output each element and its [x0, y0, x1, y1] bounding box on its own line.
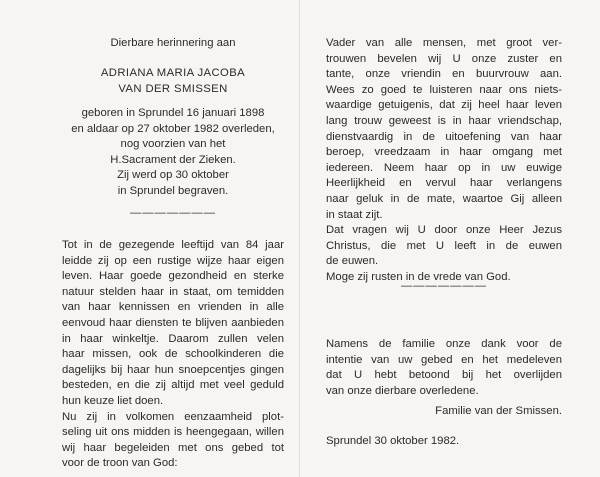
thanks-line: van onze dierbare overledene. — [326, 384, 479, 397]
prayer-line: iedereen. Neem haar op in uw euwige — [326, 161, 562, 174]
prayer-line: dienstvaardig in de uitoefening van haar — [326, 130, 562, 143]
tribute-line: besteden, en die zij altijd met veel geduld — [62, 379, 284, 392]
bio-line: en aldaar op 27 oktober 1982 overleden, — [71, 122, 275, 135]
prayer-line: Dat vragen wij U door onze Heer Jezus — [326, 224, 562, 237]
family-signature: Familie van der Smissen. — [435, 405, 562, 417]
tribute-text — [62, 238, 284, 472]
bio-line: Zij werd op 30 oktober — [117, 169, 229, 182]
thanks-line: dat U hebt betoond bij het overlijden — [326, 369, 562, 382]
bio-line: H.Sacrament der Zieken. — [110, 153, 236, 166]
tribute-line: voor de troon van God: — [62, 457, 178, 470]
name-line-2: VAN DER SMISSEN — [118, 82, 228, 95]
biography — [62, 106, 284, 200]
tribute-line: wij haar begeleiden met ons gebed tot — [62, 441, 284, 454]
memorial-heading: Dierbare herinnering aan — [110, 37, 236, 49]
bio-line: nog voorzien van het — [120, 138, 226, 151]
prayer-line: in staat zijt. — [326, 208, 383, 221]
tribute-line: van haar kennissen en vrienden in alle — [62, 301, 284, 314]
deceased-name — [62, 66, 284, 97]
thanks-line: intentie van uw gebed en het medeleven — [326, 353, 562, 366]
prayer-line: Heerlijkheid en vervul haar verlangens — [326, 177, 562, 190]
tribute-line: eenvoud haar diensten te blijven aanbieden — [62, 316, 284, 329]
bio-line: geboren in Sprundel 16 januari 1898 — [81, 107, 265, 119]
divider-right: ——————— — [400, 280, 488, 292]
tribute-line: Nu zij in volkomen eenzaamheid plot- — [62, 410, 284, 423]
tribute-line: seling uit ons midden is heengegaan, willen — [62, 426, 284, 439]
prayer-line: Moge zij rusten in de vrede van God. — [326, 270, 511, 283]
closing-date: Sprundel 30 oktober 1982. — [326, 435, 460, 447]
prayer-line: Vader van alle mensen, met groot ver- — [326, 37, 562, 49]
tribute-line: dagelijks bij haar hun snoepcentjes gingen — [62, 363, 284, 376]
divider-left: ——————— — [129, 207, 217, 219]
thanks-text — [326, 337, 562, 399]
tribute-line: natuur stelden haar in staat, om temidden — [62, 285, 284, 298]
prayer-text — [326, 36, 562, 286]
tribute-line: leven. Haar goede gezondheid en sterke — [62, 270, 284, 283]
prayer-line: de euwen. — [326, 255, 379, 268]
prayer-line: beroep, vreedzaam in haar omgang met — [326, 146, 562, 159]
tribute-line: hun keuze liet doen. — [62, 394, 164, 407]
tribute-line: leidde zij op een rustige wijze haar eigen — [62, 254, 284, 267]
prayer-line: tante, onze vriendin en buurvrouw aan. — [326, 68, 562, 81]
thanks-line: Namens de familie onze dank voor de — [326, 338, 562, 350]
card-fold — [299, 0, 300, 477]
name-line-1: ADRIANA MARIA JACOBA — [100, 67, 246, 79]
tribute-line: haar missen, ook de schoolkinderen die — [62, 348, 284, 361]
bio-line: in Sprundel begraven. — [117, 184, 229, 197]
tribute-line: Tot in de gezegende leeftijd van 84 jaar — [62, 239, 284, 251]
prayer-line: Christus, die met U leeft in de euwen — [326, 239, 562, 252]
prayer-line: lang trouw geweest is in haar vriendschap, — [326, 114, 562, 127]
prayer-line: trouwen bevelen wij U onze zuster en — [326, 52, 562, 65]
prayer-line: Wees zo goed te luisteren naar ons niets- — [326, 83, 562, 96]
prayer-line: waardige getuigenis, dat zij heel haar leven — [326, 99, 562, 112]
prayer-line: naar geluk in de mate, waartoe Gij alleen — [326, 192, 562, 205]
tribute-line: in haar winkeltje. Daarom zullen velen — [62, 332, 284, 345]
